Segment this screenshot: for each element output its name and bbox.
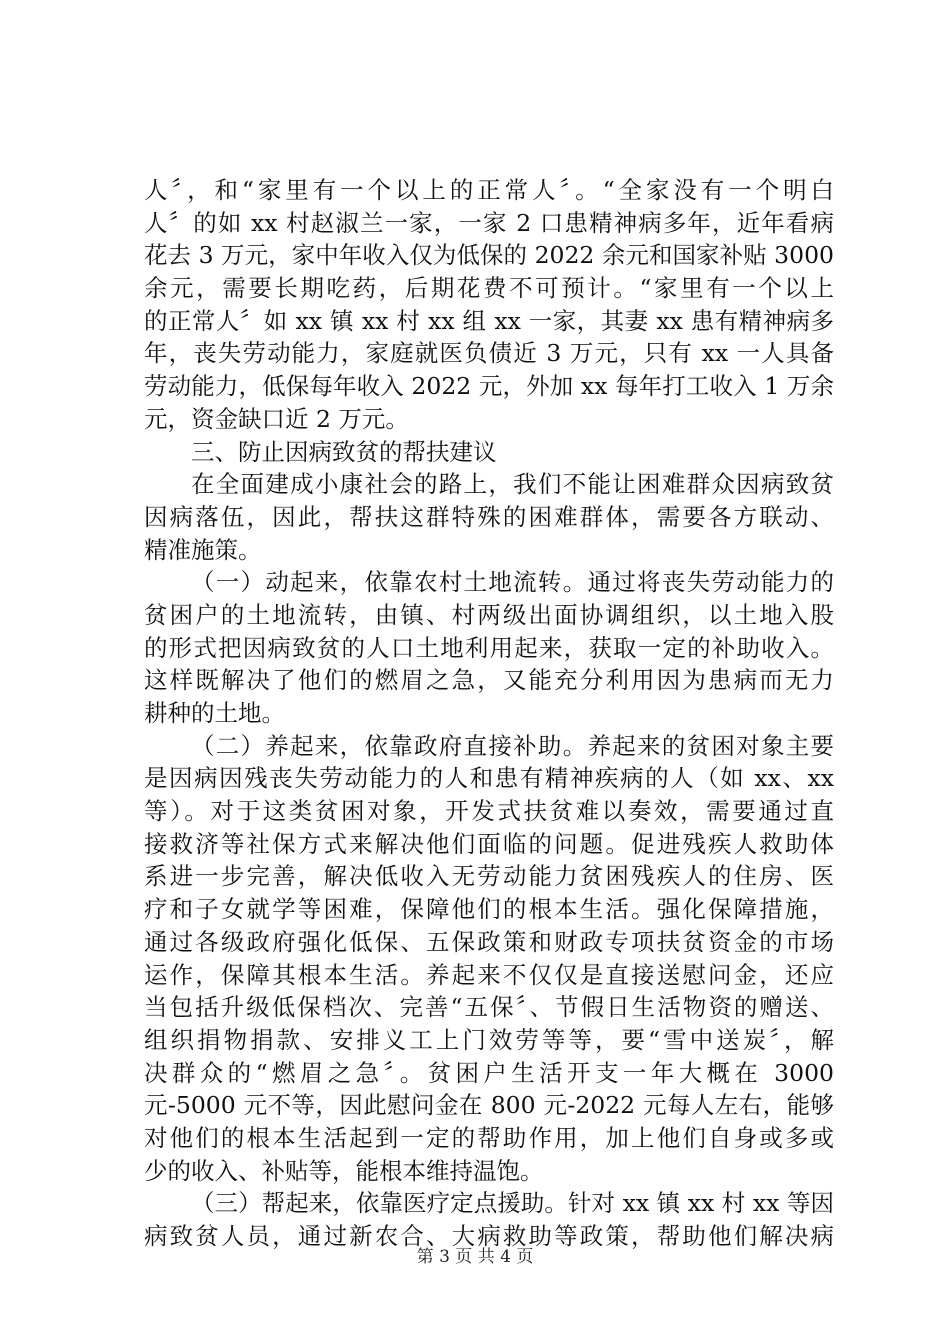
text-line: 劳动能力，低保每年收入 2022 元，外加 xx 每年打工收入 1 万余	[144, 372, 834, 401]
text-line: 对他们的根本生活起到一定的帮助作用，加上他们自身或多或	[144, 1123, 834, 1152]
text-line: 当包括升级低保档次、完善“五保〞、节假日生活物资的赠送、	[144, 993, 834, 1022]
document-body	[144, 174, 834, 1253]
text-line: 的形式把因病致贫的人口土地利用起来，获取一定的补助收入。	[144, 633, 834, 662]
text-line: 元-5000 元不等，因此慰问金在 800 元-2022 元每人左右，能够	[144, 1091, 834, 1120]
page-footer: 第 3 页 共 4 页	[416, 1247, 534, 1267]
text-line: 少的收入、补贴等，能根本维持温饱。	[144, 1156, 544, 1185]
text-line: 人〞的如 xx 村赵淑兰一家，一家 2 口患精神病多年，近年看病	[144, 208, 834, 237]
text-line: 元，资金缺口近 2 万元。	[144, 404, 409, 433]
text-line: 疗和子女就学等困难，保障他们的根本生活。强化保障措施，	[144, 895, 834, 924]
text-line: 的正常人〞如 xx 镇 xx 村 xx 组 xx 一家，其妻 xx 患有精神病多	[144, 306, 834, 335]
text-line: 因病落伍，因此，帮扶这群特殊的困难群体，需要各方联动、	[144, 502, 834, 531]
text-line: 贫困户的土地流转，由镇、村两级出面协调组织，以土地入股	[144, 600, 834, 629]
text-line: 精准施策。	[144, 535, 262, 564]
text-line: 运作，保障其根本生活。养起来不仅仅是直接送慰问金，还应	[144, 960, 834, 989]
text-line: （三）帮起来，依靠医疗定点援助。针对 xx 镇 xx 村 xx 等因	[191, 1189, 834, 1218]
text-line: 病致贫人员，通过新农合、大病救助等政策，帮助他们解决病	[144, 1222, 834, 1250]
text-line: 系进一步完善，解决低收入无劳动能力贫困残疾人的住房、医	[144, 862, 834, 891]
text-line: 组织捐物捐款、安排义工上门效劳等等，要“雪中送炭〞，解	[144, 1025, 834, 1054]
text-line: 是因病因残丧失劳动能力的人和患有精神疾病的人（如 xx、xx	[144, 764, 834, 793]
text-line: 耕种的土地。	[144, 699, 285, 727]
text-line: （一）动起来，依靠农村土地流转。通过将丧失劳动能力的	[191, 568, 834, 597]
text-line: 决群众的“燃眉之急〞。贫困户生活开支一年大概在 3000	[144, 1058, 834, 1087]
text-line: 在全面建成小康社会的路上，我们不能让困难群众因病致贫	[191, 470, 834, 499]
text-line: 余元，需要长期吃药，后期花费不可预计。“家里有一个以上	[144, 274, 834, 303]
text-line: （二）养起来，依靠政府直接补助。养起来的贫困对象主要	[191, 731, 834, 760]
text-line: 通过各级政府强化低保、五保政策和财政专项扶贫资金的市场	[144, 927, 834, 956]
text-line: 这样既解决了他们的燃眉之急，又能充分利用因为患病而无力	[144, 666, 834, 695]
text-line: 等）。对于这类贫困对象，开发式扶贫难以奏效，需要通过直	[144, 797, 834, 826]
text-line: 年，丧失劳动能力，家庭就医负债近 3 万元，只有 xx 一人具备	[144, 339, 834, 368]
text-line: 三、防止因病致贫的帮扶建议	[191, 437, 497, 466]
text-line: 人〞，和“家里有一个以上的正常人〞。“全家没有一个明白	[144, 176, 834, 204]
text-line: 接救济等社保方式来解决他们面临的问题。促进残疾人救助体	[144, 829, 834, 858]
text-line: 花去 3 万元，家中年收入仅为低保的 2022 余元和国家补贴 3000	[144, 241, 834, 270]
